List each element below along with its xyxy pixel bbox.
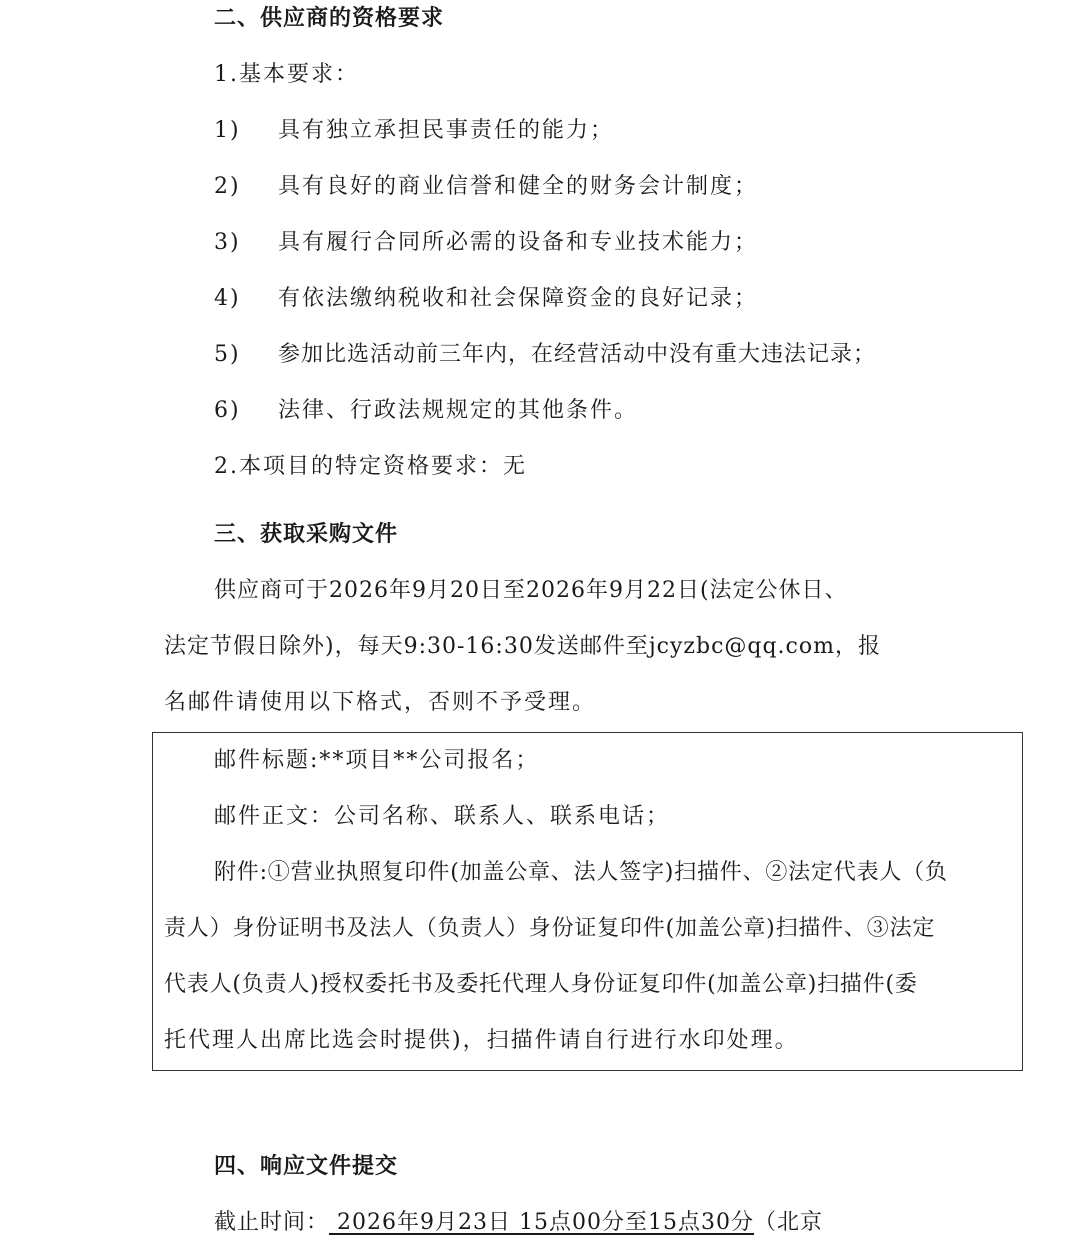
paragraph-line: 名邮件请使用以下格式，否则不予受理。: [164, 690, 597, 715]
attachment-line: 责人）身份证明书及法人（负责人）身份证复印件(加盖公章)扫描件、③法定: [164, 916, 936, 941]
requirement-item: [214, 172, 758, 202]
requirement-item: [214, 396, 638, 426]
deadline-value: 2026年9月23日 15点00分至15点30分: [329, 1210, 754, 1235]
requirement-text: 具有履行合同所必需的设备和专业技术能力；: [278, 230, 759, 255]
paragraph-line: 法定节假日除外)，每天9:30-16:30发送邮件至jcyzbc@qq.com，报: [164, 634, 881, 659]
requirement-text: 具有独立承担民事责任的能力；: [278, 118, 615, 143]
email-body-line: 邮件正文：公司名称、联系人、联系电话；: [214, 804, 671, 829]
requirement-number: 1): [214, 118, 241, 143]
attachment-line: 代表人(负责人)授权委托书及委托代理人身份证复印件(加盖公章)扫描件(委: [164, 972, 918, 997]
deadline-line: [214, 1208, 823, 1238]
requirement-number: 2): [214, 174, 241, 199]
attachment-line: 托代理人出席比选会时提供)，扫描件请自行进行水印处理。: [164, 1028, 799, 1053]
requirement-number: 4): [214, 286, 241, 311]
requirement-item: [214, 284, 758, 314]
specific-requirements: 2.本项目的特定资格要求：无: [214, 454, 527, 479]
basic-requirements-title: 1.基本要求：: [214, 62, 359, 87]
attachment-line: 附件:①营业执照复印件(加盖公章、法人签字)扫描件、②法定代表人（负: [214, 860, 948, 885]
paragraph-line: 供应商可于2026年9月20日至2026年9月22日(法定公休日、: [214, 578, 848, 603]
requirement-number: 3): [214, 230, 241, 255]
requirement-text: 具有良好的商业信誉和健全的财务会计制度；: [278, 174, 759, 199]
deadline-suffix: （北京: [753, 1210, 823, 1235]
email-format-box: [152, 732, 1023, 1071]
requirement-number: 6): [214, 398, 241, 423]
requirement-text: 法律、行政法规规定的其他条件。: [278, 398, 639, 423]
requirement-number: 5): [214, 342, 241, 367]
requirement-item: [214, 340, 876, 370]
requirement-item: [214, 116, 614, 146]
section2-title: 二、供应商的资格要求: [214, 6, 445, 31]
deadline-label: 截止时间：: [214, 1210, 330, 1235]
requirement-text: 参加比选活动前三年内，在经营活动中没有重大违法记录；: [278, 342, 877, 367]
section3-title: 三、获取采购文件: [214, 522, 399, 547]
email-subject-line: 邮件标题:**项目**公司报名；: [214, 748, 540, 773]
section4-title: 四、响应文件提交: [214, 1154, 399, 1179]
requirement-item: [214, 228, 758, 258]
requirement-text: 有依法缴纳税收和社会保障资金的良好记录；: [278, 286, 759, 311]
